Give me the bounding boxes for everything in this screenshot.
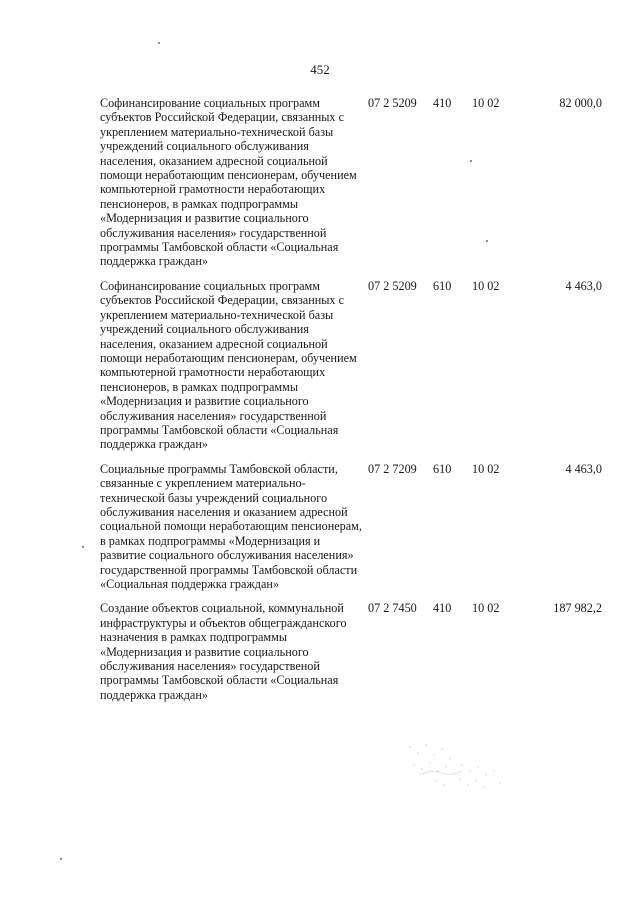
row-expense-type-code: 610 [433, 461, 452, 476]
table-row [100, 462, 612, 592]
table-row [100, 601, 612, 702]
row-section-code: 10 02 [472, 461, 500, 476]
row-section-code: 10 02 [472, 278, 500, 293]
row-amount: 82 000,0 [559, 96, 602, 110]
row-expense-type-code: 610 [433, 278, 452, 293]
scan-speck [158, 42, 160, 44]
budget-table [100, 96, 612, 712]
table-row [100, 96, 612, 269]
row-target-article-code: 07 2 5209 [368, 96, 417, 110]
table-row [100, 279, 612, 452]
scan-speck [470, 160, 472, 162]
faint-stamp-mark [400, 735, 510, 795]
page-number: 452 [310, 62, 330, 77]
row-target-article-code: 07 2 7450 [368, 601, 417, 616]
row-amount: 4 463,0 [565, 461, 602, 476]
row-description: Создание объектов социальной, коммунальной инфраструктуры и объектов общегражданского назначения в рамках подпрограммы «Модернизация и развитие социального обслуживания населения» государственой программы Тамбовской области «Социальная поддержка граждан» [100, 601, 347, 702]
row-amount: 4 463,0 [565, 278, 602, 293]
scan-speck [82, 546, 84, 548]
row-target-article-code: 07 2 7209 [368, 461, 417, 476]
row-description: Софинансирование социальных программ субъектов Российской Федерации, связанных с укреплением материально-технической базы учреждений социального обслуживания населения, оказанием адресной социальной помощи неработающим пенсионерам, обучением компьютерной грамотности неработающих пенсионеров, в рамках подпрограммы «Модернизация и развитие социального обслуживания населения» государственной программы Тамбовской области «Социальная поддержка граждан» [100, 278, 357, 452]
row-amount: 187 982,2 [553, 601, 602, 616]
row-section-code: 10 02 [472, 96, 500, 110]
row-target-article-code: 07 2 5209 [368, 278, 417, 293]
scan-speck [486, 240, 488, 242]
row-expense-type-code: 410 [433, 601, 452, 616]
row-section-code: 10 02 [472, 601, 500, 616]
row-description: Софинансирование социальных программ субъектов Российской Федерации, связанных с укреплением материально-технической базы учреждений социального обслуживания населения, оказанием адресной социальной помощи неработающим пенсионерам, обучением компьютерной грамотности неработающих пенсионеров, в рамках подпрограммы «Модернизация и развитие социального обслуживания населения» государственной программы Тамбовской области «Социальная поддержка граждан» [100, 96, 357, 269]
scan-speck [60, 858, 62, 860]
row-expense-type-code: 410 [433, 96, 452, 110]
row-description: Социальные программы Тамбовской области, связанные с укреплением материально-технической базы учреждений социального обслуживания населения и оказанием адресной социальной помощи неработающим пенсионерам, в рамках подпрограммы «Модернизация и развитие социального обслуживания населения» государственной программы Тамбовской области «Социальная поддержка граждан» [100, 461, 362, 591]
